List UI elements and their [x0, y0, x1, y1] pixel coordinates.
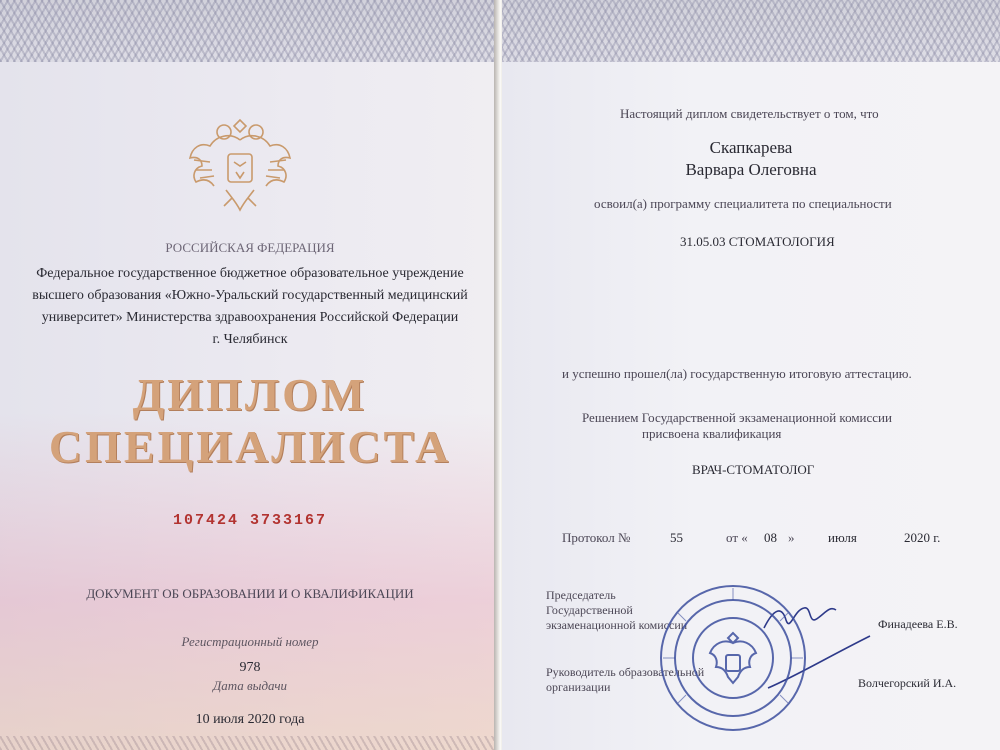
guilloche-band-top: [0, 0, 500, 62]
holder-surname: Скапкарева: [709, 138, 793, 157]
registration-number-value: 978: [239, 660, 261, 675]
diploma-title-line-1: ДИПЛОМ: [132, 369, 368, 420]
protocol-month: июля: [828, 530, 857, 545]
protocol-number: 55: [670, 530, 683, 545]
commission-decision-line-2: присвоена квалификация: [642, 426, 782, 441]
issue-date-label: Дата выдачи: [212, 678, 288, 693]
chair-label-line-3: экзаменационной комиссии: [546, 618, 688, 632]
institution-line-1: Федеральное государственное бюджетное образовательное учреждение: [36, 266, 464, 281]
chair-name: Финадеева Е.В.: [878, 617, 958, 631]
guilloche-band-bottom: [0, 736, 500, 750]
diploma-title-line-2: СПЕЦИАЛИСТА: [48, 421, 452, 472]
institution-city: г. Челябинск: [212, 332, 288, 347]
attestation-passed-text: и успешно прошел(ла) государственную итоговую аттестацию.: [562, 366, 912, 381]
program-mastered-text: освоил(а) программу специалитета по специальности: [594, 196, 892, 211]
protocol-year: 2020 г.: [904, 530, 941, 545]
issue-date-value: 10 июля 2020 года: [195, 712, 305, 727]
document-type-label: ДОКУМЕНТ ОБ ОБРАЗОВАНИИ И О КВАЛИФИКАЦИИ: [86, 586, 414, 601]
institution-line-3: университет» Министерства здравоохранения Российской Федерации: [41, 310, 459, 325]
head-name: Волчегорский И.А.: [858, 676, 957, 690]
protocol-date-from-label: от «: [726, 530, 748, 545]
guilloche-band-top: [502, 0, 1000, 62]
protocol-day: 08: [764, 530, 777, 545]
head-label-line-1: Руководитель образовательной: [546, 665, 705, 679]
registration-number-label: Регистрационный номер: [181, 634, 319, 649]
chair-label-line-2: Государственной: [546, 603, 633, 617]
intro-text: Настоящий диплом свидетельствует о том, что: [620, 106, 879, 121]
coat-of-arms-icon: [180, 102, 300, 222]
serial-number: 107424 3733167: [172, 512, 328, 529]
official-seal-icon: [658, 583, 808, 733]
country-label: РОССИЙСКАЯ ФЕДЕРАЦИЯ: [165, 240, 335, 255]
qualification-value: ВРАЧ-СТОМАТОЛОГ: [692, 462, 815, 477]
protocol-close-quote: »: [788, 530, 795, 545]
specialty-value: 31.05.03 СТОМАТОЛОГИЯ: [680, 234, 835, 249]
head-label-line-2: организации: [546, 680, 611, 694]
chair-label-line-1: Председатель: [546, 588, 616, 602]
protocol-label: Протокол №: [562, 530, 631, 545]
institution-line-2: высшего образования «Южно-Уральский государственный медицинский: [32, 288, 468, 303]
holder-given-names: Варвара Олеговна: [685, 160, 817, 179]
commission-decision-line-1: Решением Государственной экзаменационной комиссии: [582, 410, 892, 425]
